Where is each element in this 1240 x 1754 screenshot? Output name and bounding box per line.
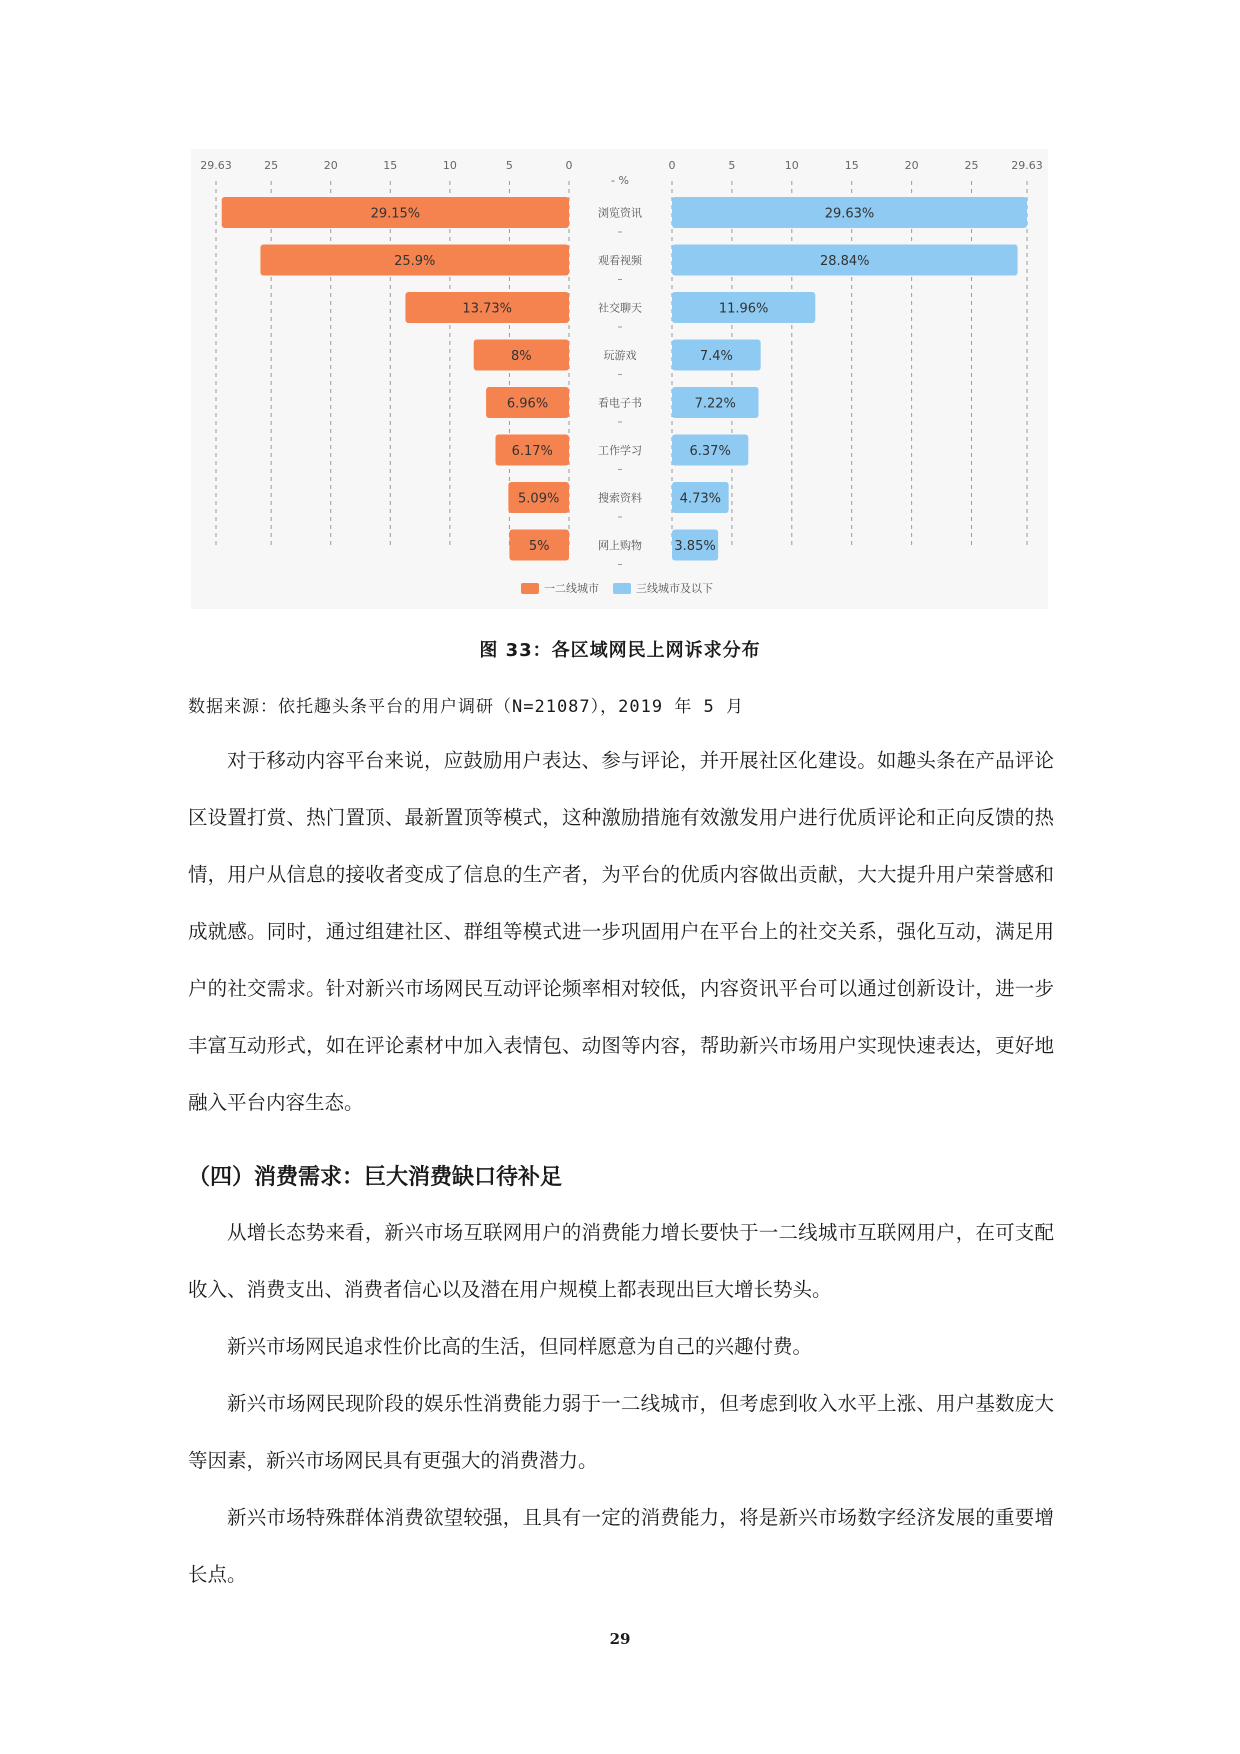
axis-tick-left: 0 bbox=[565, 159, 573, 172]
axis-tick-left: 15 bbox=[383, 159, 398, 172]
legend-label-tier3: 三线城市及以下 bbox=[636, 582, 713, 595]
legend-label-tier12: 一二线城市 bbox=[544, 582, 599, 595]
legend-swatch-tier12 bbox=[521, 583, 539, 594]
figure-caption: 图 33：各区域网民上网诉求分布 bbox=[479, 640, 761, 661]
axis-tick-left: 20 bbox=[323, 159, 338, 172]
body-paragraph-1: 对于移动内容平台来说，应鼓励用户表达、参与评论，并开展社区化建设。如趣头条在产品评论区设置打赏、热门置顶、最新置顶等模式，这种激励措施有效激发用户进行优质评论和正向反馈的热情，用户从信息的接收者变成了信息的生产者，为平台的优质内容做出贡献，大大提升用户荣誉感和成就感。同时，通过组建社区、群组等模式进一步巩固用户在平台上的社交关系，强化互动，满足用户的社交需求。针对新兴市场网民互动评论频率相对较低，内容资讯平台可以通过创新设计，进一步丰富互动形式，如在评论素材中加入表情包、动图等内容，帮助新兴市场用户实现快速表达，更好地融入平台内容生态。 bbox=[188, 749, 1054, 1114]
bar-label-left: 5% bbox=[528, 539, 550, 554]
bar-label-right: 3.85% bbox=[674, 539, 716, 554]
axis-tick-right: 25 bbox=[964, 159, 979, 172]
section-paragraph-2: 新兴市场网民追求性价比高的生活，但同样愿意为自己的兴趣付费。 bbox=[227, 1335, 813, 1358]
axis-tick-left: 25 bbox=[264, 159, 279, 172]
category-label: 玩游戏 bbox=[603, 349, 637, 362]
category-label: 社交聊天 bbox=[598, 301, 642, 315]
bar-label-left: 8% bbox=[511, 349, 532, 364]
bar-label-left: 25.9% bbox=[394, 254, 436, 269]
section-paragraph-3: 新兴市场网民现阶段的娱乐性消费能力弱于一二线城市，但考虑到收入水平上涨、用户基数庞大等因素，新兴市场网民具有更强大的消费潜力。 bbox=[188, 1392, 1054, 1472]
bar-label-right: 7.4% bbox=[699, 349, 733, 364]
bar-label-right: 4.73% bbox=[679, 491, 721, 507]
bar-label-right: 28.84% bbox=[819, 254, 870, 269]
bar-label-left: 13.73% bbox=[462, 301, 513, 317]
axis-tick-left: 5 bbox=[505, 159, 513, 172]
bar-label-right: 11.96% bbox=[718, 301, 769, 317]
bar-label-right: 7.22% bbox=[694, 396, 736, 412]
axis-tick-right: 29.63 bbox=[1011, 159, 1043, 172]
bar-label-left: 6.17% bbox=[511, 444, 553, 459]
bar-label-left: 5.09% bbox=[518, 491, 560, 507]
category-label: 搜索资料 bbox=[598, 491, 642, 505]
butterfly-chart bbox=[191, 149, 1048, 609]
axis-tick-right: 5 bbox=[728, 159, 736, 172]
bar-label-left: 6.96% bbox=[506, 396, 549, 412]
axis-tick-right: 10 bbox=[784, 159, 799, 172]
category-label: 工作学习 bbox=[598, 444, 642, 457]
category-label: 网上购物 bbox=[598, 539, 642, 552]
section-paragraph-1: 从增长态势来看，新兴市场互联网用户的消费能力增长要快于一二线城市互联网用户，在可支配收入、消费支出、消费者信心以及潜在用户规模上都表现出巨大增长势头。 bbox=[188, 1221, 1054, 1301]
legend-swatch-tier3 bbox=[613, 583, 631, 594]
section-heading: （四）消费需求：巨大消费缺口待补足 bbox=[188, 1165, 563, 1190]
axis-tick-right: 15 bbox=[844, 159, 859, 172]
axis-tick-left: 29.63 bbox=[200, 159, 232, 172]
data-source-note: 数据来源：依托趣头条平台的用户调研（N=21087），2019 年 5 月 bbox=[188, 697, 745, 717]
bar-label-left: 29.15% bbox=[370, 206, 421, 222]
chart-svg bbox=[191, 149, 1048, 609]
bar-label-right: 6.37% bbox=[689, 444, 731, 459]
bar-label-right: 29.63% bbox=[824, 206, 875, 222]
axis-tick-right: 20 bbox=[904, 159, 919, 172]
axis-tick-left: 10 bbox=[442, 159, 457, 172]
category-label: 看电子书 bbox=[598, 396, 642, 410]
page-number: 29 bbox=[609, 1630, 631, 1648]
axis-unit-label: - % bbox=[611, 174, 629, 187]
axis-tick-right: 0 bbox=[668, 159, 676, 172]
section-paragraph-4: 新兴市场特殊群体消费欲望较强，且具有一定的消费能力，将是新兴市场数字经济发展的重要增长点。 bbox=[188, 1506, 1054, 1586]
category-label: 观看视频 bbox=[598, 254, 642, 267]
category-label: 浏览资讯 bbox=[598, 206, 642, 220]
